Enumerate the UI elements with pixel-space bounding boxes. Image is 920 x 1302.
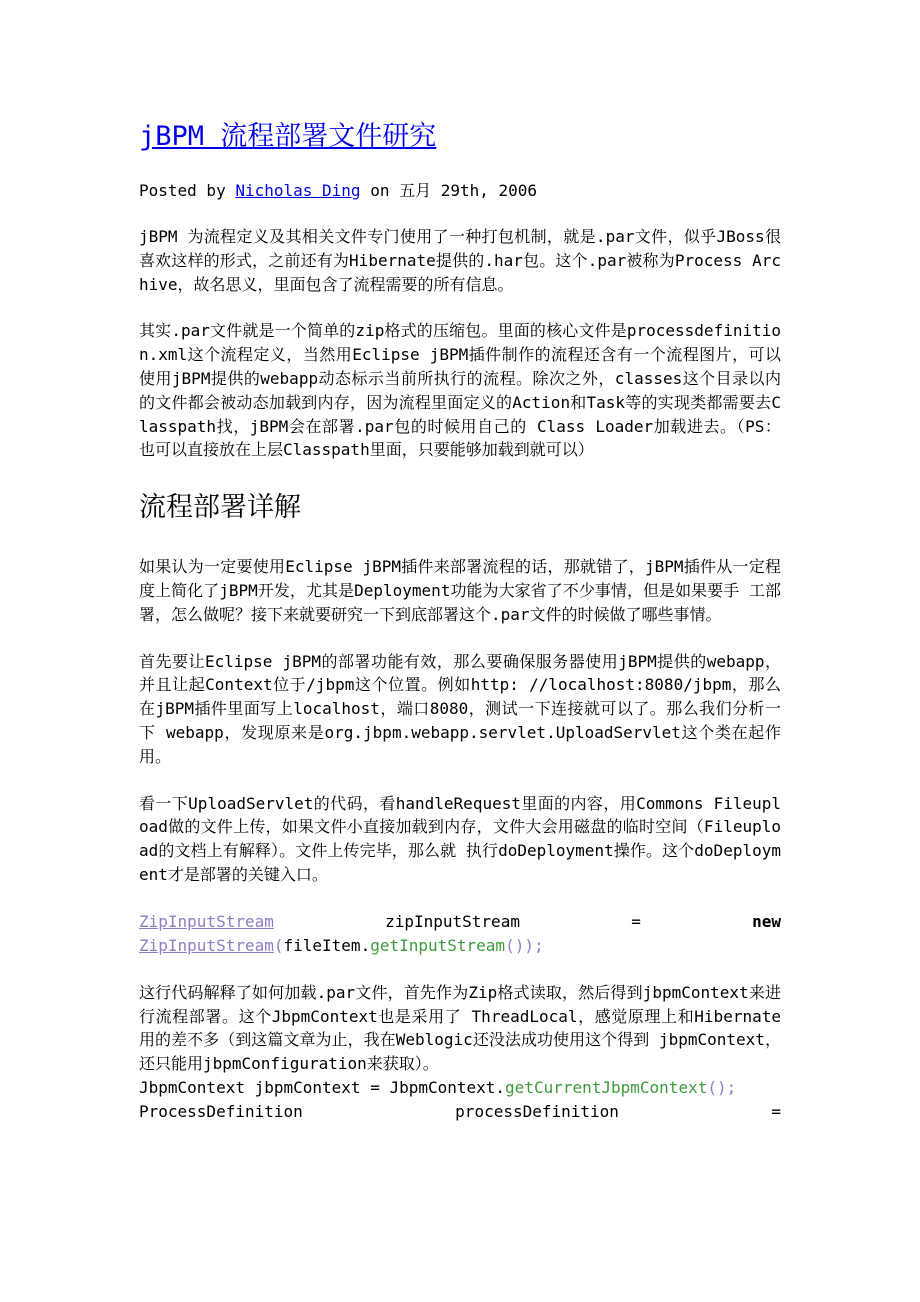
code-paren: (); <box>707 1077 737 1097</box>
code-line <box>139 1100 781 1124</box>
section-heading: 流程部署详解 <box>139 492 301 524</box>
paragraph-after-code: 这行代码解释了如何加载.par文件，首先作为Zip格式读取，然后得到jbpmContext来进行流程部署。这个JbpmContext也是采用了 ThreadLocal，感觉原理上和Hibernate用的差不多（到这篇文章为止，我在Weblogic还没法成功使用这个得到 jbpmContext，还只能用jbpmConfiguration来获取）。 <box>139 982 781 1074</box>
code-operator: = <box>771 1101 781 1121</box>
code-argument: fileItem. <box>283 935 371 955</box>
code-snippet-zip <box>139 910 781 958</box>
code-method: getCurrentJbpmContext <box>505 1077 708 1097</box>
article-title <box>139 118 781 156</box>
code-snippet-context <box>139 1076 781 1124</box>
post-date: on 五月 29th, 2006 <box>360 181 538 200</box>
code-class-link[interactable]: ZipInputStream <box>139 911 274 931</box>
section-paragraph-2: 首先要让Eclipse jBPM的部署功能有效，那么要确保服务器使用jBPM提供的webapp，并且让起Context位于/jbpm这个位置。例如http: //localhost:8080/jbpm，那么在jBPM插件里面写上localhost，端口8080，测试一下连接就可以了。那么我们分析一下 webapp，发现原来是org.jbpm.webapp.servlet.UploadServlet这个类在起作用。 <box>139 651 781 766</box>
code-variable: processDefinition <box>455 1101 619 1121</box>
code-class-link[interactable]: ZipInputStream <box>139 935 274 955</box>
code-paren: ( <box>273 935 284 955</box>
code-text: JbpmContext jbpmContext = JbpmContext. <box>139 1077 506 1097</box>
code-keyword: new <box>752 911 781 931</box>
code-operator: = <box>631 911 641 931</box>
code-line <box>139 910 781 934</box>
code-paren: ()); <box>505 935 544 955</box>
article <box>139 118 781 1124</box>
posted-by-label: Posted by <box>139 181 236 200</box>
section-paragraph-3: 看一下UploadServlet的代码，看handleRequest里面的内容，用Commons Fileupload做的文件上传，如果文件小直接加载到内存，文件大会用磁盘的临时空间（Fileupload的文档上有解释）。文件上传完毕，那么就 执行doDeployment操作。这个doDeployment才是部署的关键入口。 <box>139 793 781 884</box>
code-type: ProcessDefinition <box>139 1101 303 1121</box>
code-line <box>139 934 781 958</box>
intro-paragraph-1: jBPM 为流程定义及其相关文件专门使用了一种打包机制，就是.par文件，似乎JBoss很喜欢这样的形式，之前还有为Hibernate提供的.har包。这个.par被称为Process Archive，故名思义，里面包含了流程需要的所有信息。 <box>139 227 781 294</box>
article-title-link[interactable]: jBPM 流程部署文件研究 <box>139 121 437 152</box>
intro-paragraph-2: 其实.par文件就是一个简单的zip格式的压缩包。里面的核心文件是processdefinition.xml这个流程定义，当然用Eclipse jBPM插件制作的流程还含有一个流程图片，可以使用jBPM提供的webapp动态标示当前所执行的流程。除次之外，classes这个目录以内的文件都会被动态加载到内存，因为流程里面定义的Action和Task等的实现类都需要去Classpath找，jBPM会在部署.par包的时候用自己的 Class Loader加载进去。（PS：也可以直接放在上层Classpath里面，只要能够加载到就可以） <box>139 321 781 460</box>
post-meta <box>139 179 781 203</box>
code-line <box>139 1076 781 1100</box>
author-link[interactable]: Nicholas Ding <box>235 181 361 200</box>
section-paragraph-1: 如果认为一定要使用Eclipse jBPM插件来部署流程的话，那就错了，jBPM插件从一定程度上简化了jBPM开发，尤其是Deployment功能为大家省了不少事情，但是如果要手 工部署，怎么做呢？接下来就要研究一下到底部署这个.par文件的时候做了哪些事情。 <box>139 557 781 624</box>
code-method: getInputStream <box>370 935 506 955</box>
code-variable: zipInputStream <box>385 911 520 931</box>
